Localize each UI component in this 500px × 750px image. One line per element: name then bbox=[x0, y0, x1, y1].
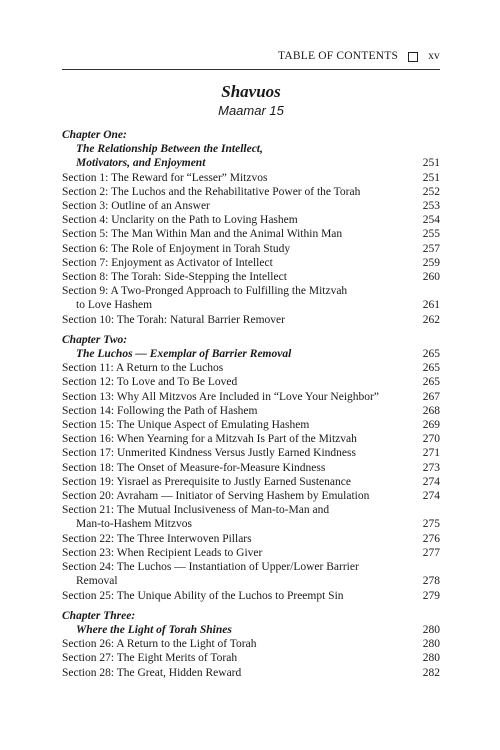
section-page-number: 262 bbox=[422, 313, 440, 326]
chapter-page-number: 265 bbox=[422, 348, 440, 361]
section-page-number: 254 bbox=[422, 214, 440, 227]
toc-entry-line bbox=[62, 475, 440, 489]
section-page-number: 274 bbox=[422, 475, 440, 488]
section-title-text: Section 11: A Return to the Luchos bbox=[62, 362, 224, 375]
section-page-number: 274 bbox=[422, 490, 440, 503]
header-label: TABLE OF CONTENTS bbox=[278, 50, 399, 62]
table-of-contents bbox=[62, 128, 440, 680]
section-page-number: 268 bbox=[422, 404, 440, 417]
chapter-title-line bbox=[62, 347, 440, 361]
section-title-text: Section 2: The Luchos and the Rehabilitative Power of the Torah bbox=[62, 185, 361, 198]
section-title-text: Section 19: Yisrael as Prerequisite to Justly Earned Sustenance bbox=[62, 475, 351, 488]
section-title-text: Section 25: The Unique Ability of the Luchos to Preempt Sin bbox=[62, 589, 344, 602]
chapter-title-line bbox=[62, 142, 440, 156]
section-page-number: 270 bbox=[422, 433, 440, 446]
page-subtitle: Maamar 15 bbox=[218, 103, 284, 118]
toc-entry-line bbox=[62, 446, 440, 460]
section-title-text: Section 20: Avraham — Initiator of Serving Hashem by Emulation bbox=[62, 490, 370, 503]
toc-entry-line bbox=[62, 375, 440, 389]
section-title-text: Removal bbox=[76, 575, 118, 588]
section-title-text: Section 28: The Great, Hidden Reward bbox=[62, 666, 242, 679]
chapter-title-text: Where the Light of Torah Shines bbox=[76, 623, 232, 636]
section-page-number: 252 bbox=[422, 185, 440, 198]
section-title-text: Section 27: The Eight Merits of Torah bbox=[62, 652, 238, 665]
toc-entry-line bbox=[62, 213, 440, 227]
chapter-label bbox=[62, 128, 440, 142]
section-page-number: 255 bbox=[422, 228, 440, 241]
section-page-number: 267 bbox=[422, 390, 440, 403]
toc-entry-line bbox=[62, 270, 440, 284]
section-page-number: 273 bbox=[422, 461, 440, 474]
chapter-label bbox=[62, 609, 440, 623]
section-page-number: 280 bbox=[422, 638, 440, 651]
toc-entry-line bbox=[62, 574, 440, 588]
section-title-text: Section 12: To Love and To Be Loved bbox=[62, 376, 238, 389]
section-title-text: Section 4: Unclarity on the Path to Loving Hashem bbox=[62, 214, 298, 227]
chapter-label-text: Chapter One: bbox=[62, 129, 127, 141]
square-ornament-icon bbox=[408, 52, 418, 62]
toc-entry-line bbox=[62, 532, 440, 546]
chapter-title-text: Motivators, and Enjoyment bbox=[76, 157, 206, 170]
toc-entry-line bbox=[62, 418, 440, 432]
section-page-number: 277 bbox=[422, 546, 440, 559]
section-page-number: 260 bbox=[422, 271, 440, 284]
section-page-number: 251 bbox=[422, 171, 440, 184]
toc-entry-line bbox=[62, 666, 440, 680]
chapter-page-number: 251 bbox=[422, 157, 440, 170]
header-page-number: xv bbox=[428, 50, 440, 62]
section-page-number: 275 bbox=[422, 518, 440, 531]
section-title-text: Section 23: When Recipient Leads to Giver bbox=[62, 546, 263, 559]
toc-entry-line bbox=[62, 503, 440, 517]
toc-entry-line bbox=[62, 390, 440, 404]
toc-entry-line bbox=[62, 546, 440, 560]
toc-entry-line bbox=[62, 489, 440, 503]
section-title-text: Section 10: The Torah: Natural Barrier Remover bbox=[62, 313, 285, 326]
toc-entry-line bbox=[62, 517, 440, 531]
section-title-text: Section 8: The Torah: Side-Stepping the Intellect bbox=[62, 271, 287, 284]
section-title-text: Section 24: The Luchos — Instantiation of Upper/Lower Barrier bbox=[62, 561, 359, 574]
toc-entry-line bbox=[62, 560, 440, 574]
toc-entry-line bbox=[62, 171, 440, 185]
running-header bbox=[62, 50, 440, 70]
toc-entry-line bbox=[62, 298, 440, 312]
section-title-text: Section 26: A Return to the Light of Torah bbox=[62, 638, 257, 651]
toc-entry-line bbox=[62, 242, 440, 256]
section-page-number: 271 bbox=[422, 447, 440, 460]
toc-entry-line bbox=[62, 256, 440, 270]
section-title-text: Section 5: The Man Within Man and the Animal Within Man bbox=[62, 228, 343, 241]
chapter-title-line bbox=[62, 623, 440, 637]
chapter-title-text: The Luchos — Exemplar of Barrier Removal bbox=[76, 348, 292, 361]
section-page-number: 265 bbox=[422, 362, 440, 375]
page-title: Shavuos bbox=[221, 82, 281, 101]
section-page-number: 259 bbox=[422, 256, 440, 269]
toc-entry-line bbox=[62, 199, 440, 213]
chapter-label-text: Chapter Two: bbox=[62, 333, 128, 346]
toc-entry-line bbox=[62, 637, 440, 651]
section-title-text: Section 16: When Yearning for a Mitzvah Is Part of the Mitzvah bbox=[62, 433, 357, 446]
section-page-number: 253 bbox=[422, 200, 440, 213]
chapter-label-text: Chapter Three: bbox=[62, 609, 136, 622]
section-page-number: 280 bbox=[422, 652, 440, 665]
toc-entry-line bbox=[62, 461, 440, 475]
chapter-title-line bbox=[62, 156, 440, 170]
section-title-text: Section 3: Outline of an Answer bbox=[62, 200, 210, 213]
toc-entry-line bbox=[62, 651, 440, 665]
section-page-number: 276 bbox=[422, 532, 440, 545]
section-page-number: 282 bbox=[422, 666, 440, 679]
section-page-number: 265 bbox=[422, 376, 440, 389]
toc-entry-line bbox=[62, 284, 440, 298]
section-page-number: 257 bbox=[422, 242, 440, 255]
section-page-number: 279 bbox=[422, 589, 440, 602]
section-page-number: 261 bbox=[422, 299, 440, 312]
chapter-label bbox=[62, 333, 440, 347]
section-title-text: Section 21: The Mutual Inclusiveness of Man-to-Man and bbox=[62, 504, 330, 517]
toc-entry-line bbox=[62, 432, 440, 446]
toc-entry-line bbox=[62, 589, 440, 603]
toc-entry-line bbox=[62, 185, 440, 199]
toc-entry-line bbox=[62, 227, 440, 241]
section-title-text: Section 6: The Role of Enjoyment in Torah Study bbox=[62, 242, 291, 255]
section-title-text: Section 15: The Unique Aspect of Emulating Hashem bbox=[62, 419, 310, 432]
section-page-number: 269 bbox=[422, 419, 440, 432]
section-title-text: to Love Hashem bbox=[76, 299, 153, 312]
chapter-page-number: 280 bbox=[422, 623, 440, 636]
section-title-text: Section 17: Unmerited Kindness Versus Justly Earned Kindness bbox=[62, 447, 356, 460]
section-title-text: Section 1: The Reward for “Lesser” Mitzvos bbox=[62, 171, 268, 184]
toc-entry-line bbox=[62, 361, 440, 375]
section-title-text: Section 13: Why All Mitzvos Are Included in “Love Your Neighbor” bbox=[62, 390, 379, 403]
section-title-text: Section 7: Enjoyment as Activator of Intellect bbox=[62, 256, 273, 269]
chapter-title-text: The Relationship Between the Intellect, bbox=[76, 143, 263, 156]
section-title-text: Section 9: A Two-Pronged Approach to Fulfilling the Mitzvah bbox=[62, 285, 348, 298]
section-title-text: Section 18: The Onset of Measure-for-Measure Kindness bbox=[62, 461, 326, 474]
section-title-text: Section 14: Following the Path of Hashem bbox=[62, 404, 258, 417]
section-title-text: Section 22: The Three Interwoven Pillars bbox=[62, 532, 252, 545]
toc-entry-line bbox=[62, 313, 440, 327]
toc-entry-line bbox=[62, 404, 440, 418]
section-title-text: Man-to-Hashem Mitzvos bbox=[76, 518, 192, 531]
section-page-number: 278 bbox=[422, 575, 440, 588]
